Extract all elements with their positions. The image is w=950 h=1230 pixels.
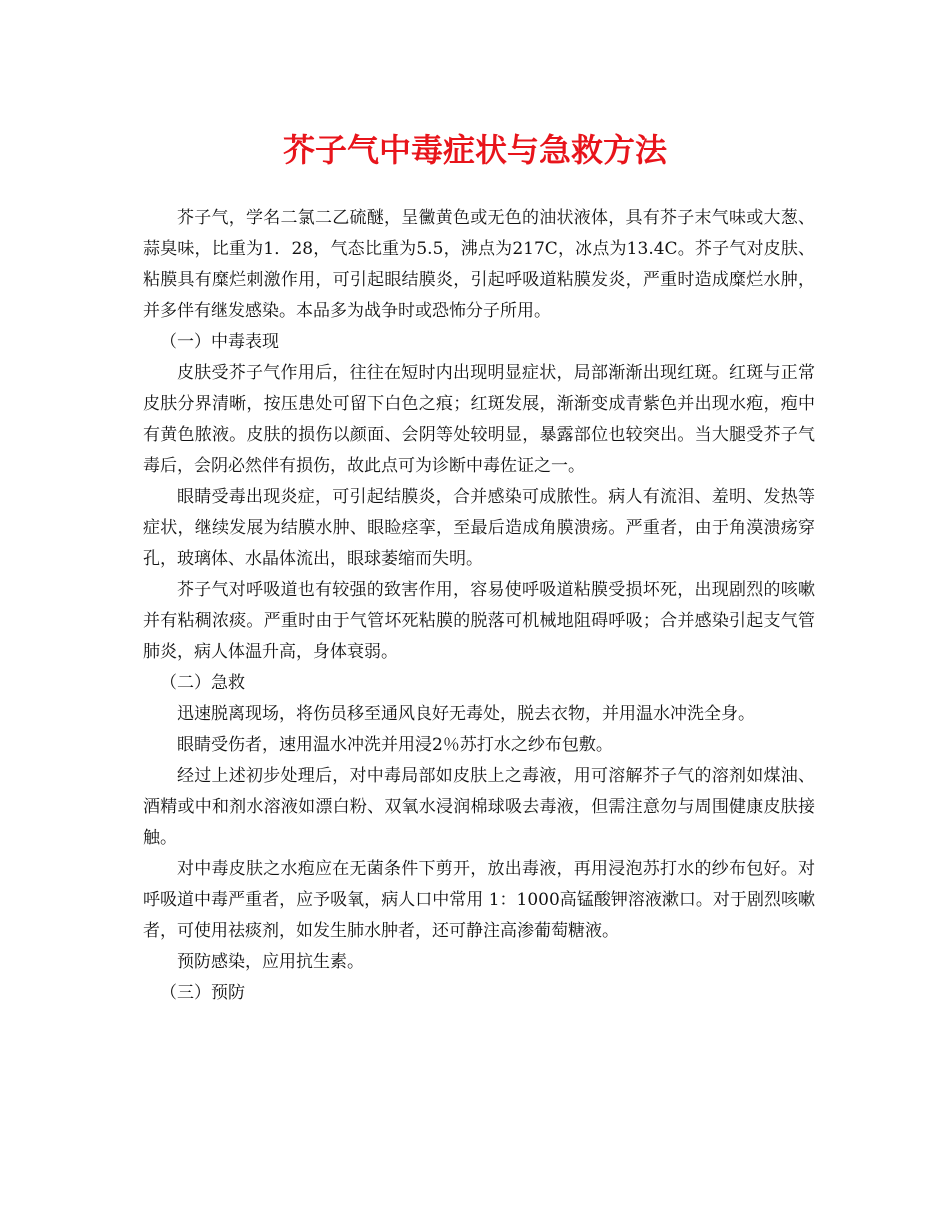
paragraph-respiratory-symptoms: 芥子气对呼吸道也有较强的致害作用，容易使呼吸道粘膜受损坏死，出现剧烈的咳嗽并有粘稠浓痰。严重时由于气管坏死粘膜的脱落可机械地阻碍呼吸；合并感染引起支气管肺炎，病人体温升高，身体衰弱。 <box>143 580 815 662</box>
paragraph-intro: 芥子气，学名二氯二乙硫醚，呈黴黄色或无色的油状液体，具有芥子末气味或大葱、蒜臭味，比重为1．28，气态比重为5.5，沸点为217C，冰点为13.4C。芥子气对皮肤、粘膜具有糜烂刺激作用，可引起眼结膜炎，引起呼吸道粘膜发炎，严重时造成糜烂水肿，并多伴有继发感染。本品多为战争时或恐怖分子所用。 <box>143 208 815 321</box>
section-heading-first-aid: （二）急救 <box>160 673 245 693</box>
paragraph-blister-treatment: 对中毒皮肤之水疱应在无菌条件下剪开，放出毒液，再用浸泡苏打水的纱布包好。对呼吸道中毒严重者，应予吸氧，病人口中常用 1：1000高锰酸钾溶液漱口。对于剧烈咳嗽者，可使用祛痰剂，如发生肺水肿者，还可静注高渗葡萄糖液。 <box>143 859 815 941</box>
section-heading-prevention: （三）预防 <box>160 983 245 1003</box>
paragraph-skin-symptoms: 皮肤受芥子气作用后，往往在短时内出现明显症状，局部渐渐出现红斑。红斑与正常皮肤分界清晰，按压患处可留下白色之痕；红斑发展，渐渐变成青紫色并出现水疱，疱中有黄色脓液。皮肤的损伤以颜面、会阴等处较明显，暴露部位也较突出。当大腿受芥子气毒后，会阴必然伴有损伤，故此点可为诊断中毒佐证之一。 <box>143 363 815 476</box>
section-heading-poisoning-signs: （一）中毒表现 <box>160 332 279 352</box>
paragraph-eye-symptoms: 眼睛受毒出现炎症，可引起结膜炎，合并感染可成脓性。病人有流泪、羞明、发热等症状，继续发展为结膜水肿、眼睑痉挛，至最后造成角膜溃疡。严重者，由于角漠溃疡穿孔，玻璃体、水晶体流出，眼球萎缩而失明。 <box>143 487 815 569</box>
paragraph-eye-treatment: 眼睛受伤者，速用温水冲洗并用浸2％苏打水之纱布包敷。 <box>177 735 613 755</box>
paragraph-antibiotics: 预防感染，应用抗生素。 <box>177 952 364 972</box>
document-title: 芥子气中毒症状与急救方法 <box>282 131 667 169</box>
paragraph-evacuate: 迅速脱离现场，将伤员移至通风良好无毒处，脱去衣物，并用温水冲洗全身。 <box>177 704 755 724</box>
paragraph-skin-treatment: 经过上述初步处理后，对中毒局部如皮肤上之毒液，用可溶解芥子气的溶剂如煤油、酒精或中和剂水溶液如漂白粉、双氧水浸润棉球吸去毒液，但需注意勿与周围健康皮肤接触。 <box>143 766 815 848</box>
document-body <box>143 203 815 1009</box>
